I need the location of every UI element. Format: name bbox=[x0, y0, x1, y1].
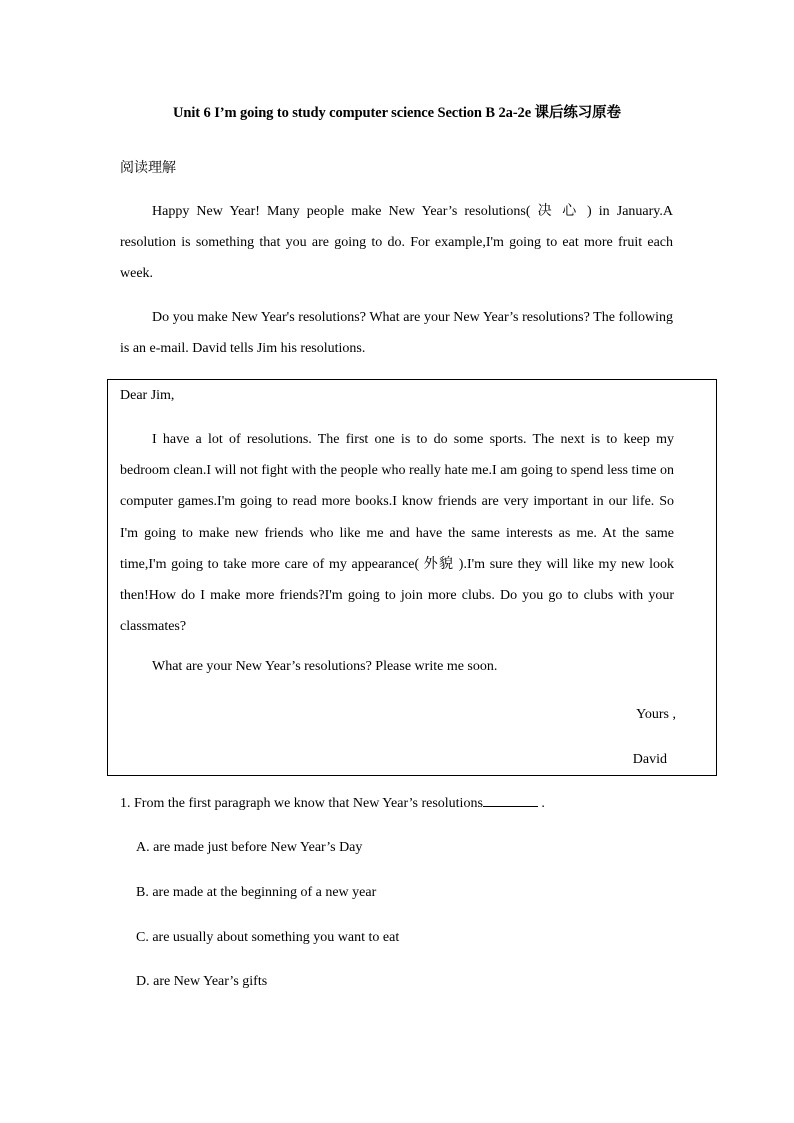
option-b[interactable]: B. are made at the beginning of a new year bbox=[136, 885, 377, 900]
option-d[interactable]: D. are New Year’s gifts bbox=[136, 974, 268, 989]
question-1-stem-text: 1. From the first paragraph we know that New Year’s resolutions bbox=[120, 796, 483, 811]
passage-paragraph-1: Happy New Year! Many people make New Year’s resolutions( 决 心 ) in January.A resolution is something that you are going to do. For example,I'm going to eat more fruit each week. bbox=[120, 204, 673, 281]
section-label: 阅读理解 bbox=[120, 160, 176, 176]
option-c[interactable]: C. are usually about something you want to eat bbox=[136, 930, 400, 945]
question-1-stem-end: . bbox=[537, 796, 545, 811]
answer-blank[interactable] bbox=[483, 792, 538, 807]
letter-body: I have a lot of resolutions. The first one is to do some sports. The next is to keep my bedroom clean.I will not fight with the people who really hate me.I am going to spend less time on computer games.I'm going to read more books.I know friends are very important in our life. So I'm going to make new friends who like me and have the same interests as me. At the same time,I'm going to take more care of my appearance( 外貌 ).I'm sure they will like my new look then!How do I make more friends?I'm going to join more clubs. Do you go to clubs with your classmates? bbox=[120, 432, 674, 635]
letter-box bbox=[107, 379, 717, 776]
option-a[interactable]: A. are made just before New Year’s Day bbox=[136, 840, 363, 855]
document-title: Unit 6 I’m going to study computer science Section B 2a-2e 课后练习原卷 bbox=[173, 105, 621, 121]
letter-closing-line: What are your New Year’s resolutions? Please write me soon. bbox=[152, 659, 498, 674]
letter-signature: David bbox=[632, 752, 667, 767]
letter-yours: Yours , bbox=[636, 707, 676, 722]
passage-paragraph-2: Do you make New Year's resolutions? What are your New Year’s resolutions? The following is an e-mail. David tells Jim his resolutions. bbox=[120, 310, 673, 356]
letter-salutation: Dear Jim, bbox=[120, 388, 175, 403]
question-1-stem bbox=[120, 792, 545, 816]
